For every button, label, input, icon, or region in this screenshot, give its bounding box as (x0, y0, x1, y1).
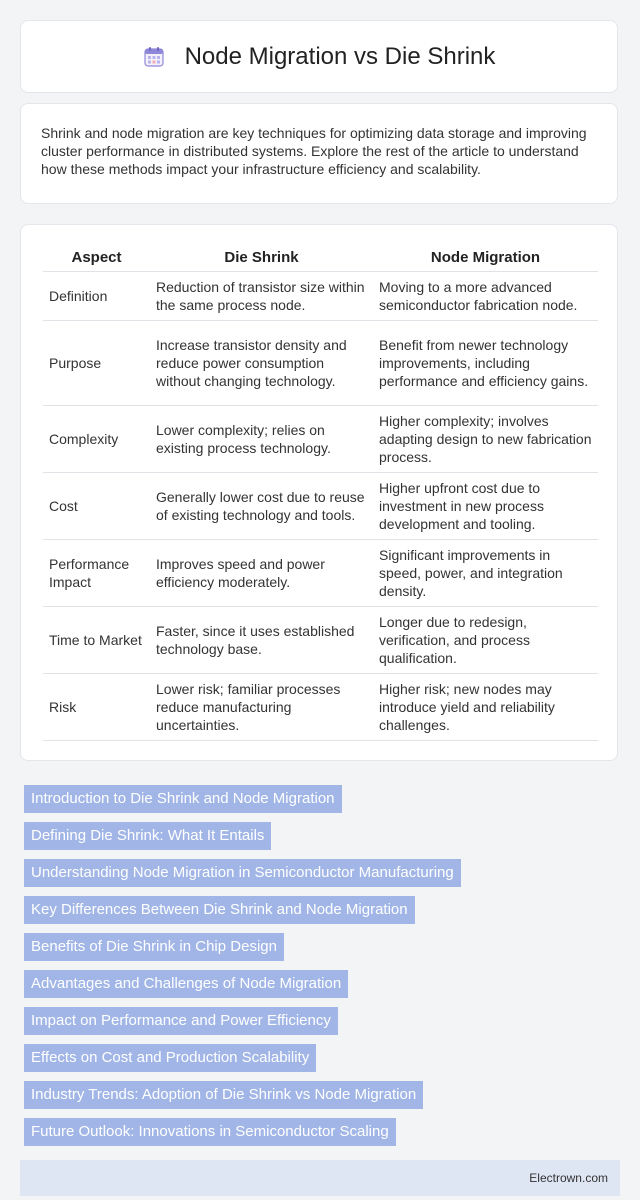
toc-link-defining-die-shrink[interactable]: Defining Die Shrink: What It Entails (24, 822, 271, 850)
table-row (43, 473, 598, 540)
table-header-row (43, 243, 598, 272)
comparison-table (43, 243, 598, 741)
cell-aspect: Definition (43, 272, 150, 321)
toc-link-key-differences[interactable]: Key Differences Between Die Shrink and Node Migration (24, 896, 415, 924)
comparison-card (20, 224, 618, 761)
table-row (43, 607, 598, 674)
toc-link-introduction[interactable]: Introduction to Die Shrink and Node Migration (24, 785, 342, 813)
cell-node-migration: Moving to a more advanced semiconductor fabrication node. (373, 272, 598, 321)
cell-node-migration: Significant improvements in speed, power, and integration density. (373, 540, 598, 607)
cell-die-shrink: Lower complexity; relies on existing process technology. (150, 406, 373, 473)
cell-die-shrink: Lower risk; familiar processes reduce manufacturing uncertainties. (150, 674, 373, 741)
header-die-shrink: Die Shrink (150, 243, 373, 272)
cell-aspect: Cost (43, 473, 150, 540)
table-of-contents (24, 785, 614, 1155)
toc-link-industry-trends[interactable]: Industry Trends: Adoption of Die Shrink vs Node Migration (24, 1081, 423, 1109)
toc-link-future-outlook[interactable]: Future Outlook: Innovations in Semiconductor Scaling (24, 1118, 396, 1146)
cell-aspect: Purpose (43, 321, 150, 406)
toc-link-advantages-challenges[interactable]: Advantages and Challenges of Node Migration (24, 970, 348, 998)
table-row (43, 674, 598, 741)
cell-aspect: Performance Impact (43, 540, 150, 607)
intro-card (20, 103, 618, 204)
cell-die-shrink: Generally lower cost due to reuse of existing technology and tools. (150, 473, 373, 540)
intro-text: Shrink and node migration are key techniques for optimizing data storage and improving cluster performance in distributed systems. Explore the rest of the article to understand how these methods impact your infrastructure efficiency and scalability. (41, 125, 587, 177)
cell-node-migration: Benefit from newer technology improvements, including performance and efficiency gains. (373, 321, 598, 406)
table-row (43, 406, 598, 473)
header-node-migration: Node Migration (373, 243, 598, 272)
table-row (43, 272, 598, 321)
toc-link-benefits-die-shrink[interactable]: Benefits of Die Shrink in Chip Design (24, 933, 284, 961)
cell-die-shrink: Improves speed and power efficiency moderately. (150, 540, 373, 607)
table-row (43, 540, 598, 607)
table-row (43, 321, 598, 406)
page-title: Node Migration vs Die Shrink (184, 42, 496, 70)
toc-link-cost-scalability[interactable]: Effects on Cost and Production Scalability (24, 1044, 316, 1072)
cell-aspect: Risk (43, 674, 150, 741)
cell-die-shrink: Faster, since it uses established technology base. (150, 607, 373, 674)
cell-aspect: Time to Market (43, 607, 150, 674)
toc-link-performance-power[interactable]: Impact on Performance and Power Efficiency (24, 1007, 338, 1035)
footer-brand[interactable]: Electrown.com (529, 1171, 608, 1185)
footer (20, 1160, 620, 1196)
header-aspect: Aspect (43, 243, 150, 272)
title-card (20, 20, 618, 93)
cell-node-migration: Higher upfront cost due to investment in new process development and tooling. (373, 473, 598, 540)
cell-node-migration: Higher risk; new nodes may introduce yield and reliability challenges. (373, 674, 598, 741)
cell-die-shrink: Increase transistor density and reduce power consumption without changing technology. (150, 321, 373, 406)
cell-aspect: Complexity (43, 406, 150, 473)
calendar-icon (143, 46, 165, 68)
title-row (143, 43, 496, 71)
cell-node-migration: Longer due to redesign, verification, and process qualification. (373, 607, 598, 674)
toc-link-understanding-node-migration[interactable]: Understanding Node Migration in Semiconductor Manufacturing (24, 859, 461, 887)
cell-node-migration: Higher complexity; involves adapting design to new fabrication process. (373, 406, 598, 473)
cell-die-shrink: Reduction of transistor size within the same process node. (150, 272, 373, 321)
